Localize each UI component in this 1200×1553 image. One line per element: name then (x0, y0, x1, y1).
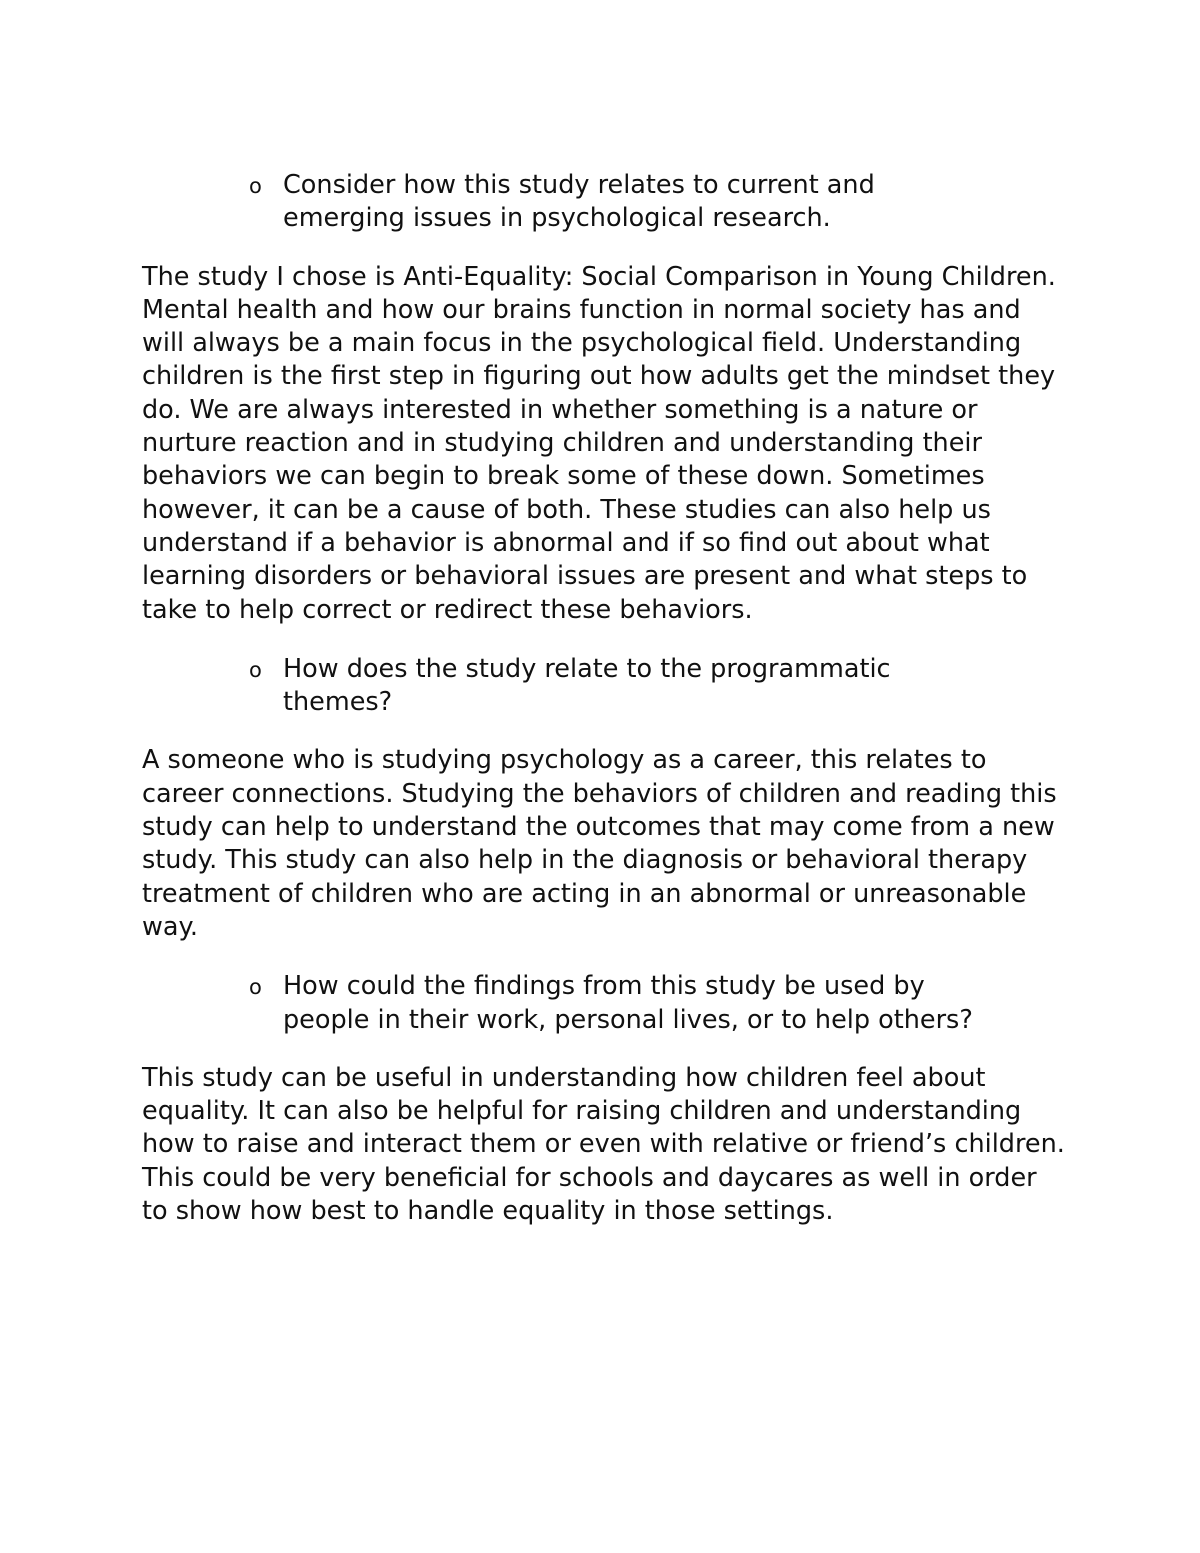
bullet-marker: o (249, 174, 262, 198)
section-programmatic-themes (142, 653, 1067, 944)
bullet-question (142, 970, 988, 1037)
section-findings-use (142, 970, 1067, 1228)
question-text: How could the findings from this study be used by people in their work, personal lives, or to help others? (283, 971, 973, 1035)
bullet-marker: o (249, 657, 262, 682)
bullet-question (142, 653, 988, 720)
answer-paragraph: A someone who is studying psychology as a career, this relates to career connections. Studying the behaviors of children and reading this study can help to understand the outcomes that may come from a new study. This study can also help in the diagnosis or behavioral therapy treatment of children who are acting in an abnormal or unreasonable way. (142, 745, 1057, 942)
question-text: Consider how this study relates to current and emerging issues in psychological research. (283, 170, 875, 234)
bullet-question (142, 169, 988, 236)
section-current-issues (142, 169, 1067, 627)
bullet-marker: o (249, 975, 262, 1000)
answer-paragraph: The study I chose is Anti-Equality: Social Comparison in Young Children. Mental health and how our brains function in normal society has and will always be a main focus in the psychological field. Understanding children is the first step in figuring out how adults get the mindset they do. We are always interested in whether something is a nature or nurture reaction and in studying children and understanding their behaviors we can begin to break some of these down. Sometimes however, it can be a cause of both. These studies can also help us understand if a behavior is abnormal and if so find out about what learning disorders or behavioral issues are present and what steps to take to help correct or redirect these behaviors. (142, 261, 1056, 625)
answer-paragraph: This study can be useful in understanding how children feel about equality. It can also be helpful for raising children and understanding how to raise and interact them or even with relative or friend’s children. This could be very beneficial for schools and daycares as well in order to show how best to handle equality in those settings. (142, 1062, 1065, 1227)
document-body (142, 169, 1067, 1254)
question-text: How does the study relate to the programmatic themes? (283, 653, 891, 718)
